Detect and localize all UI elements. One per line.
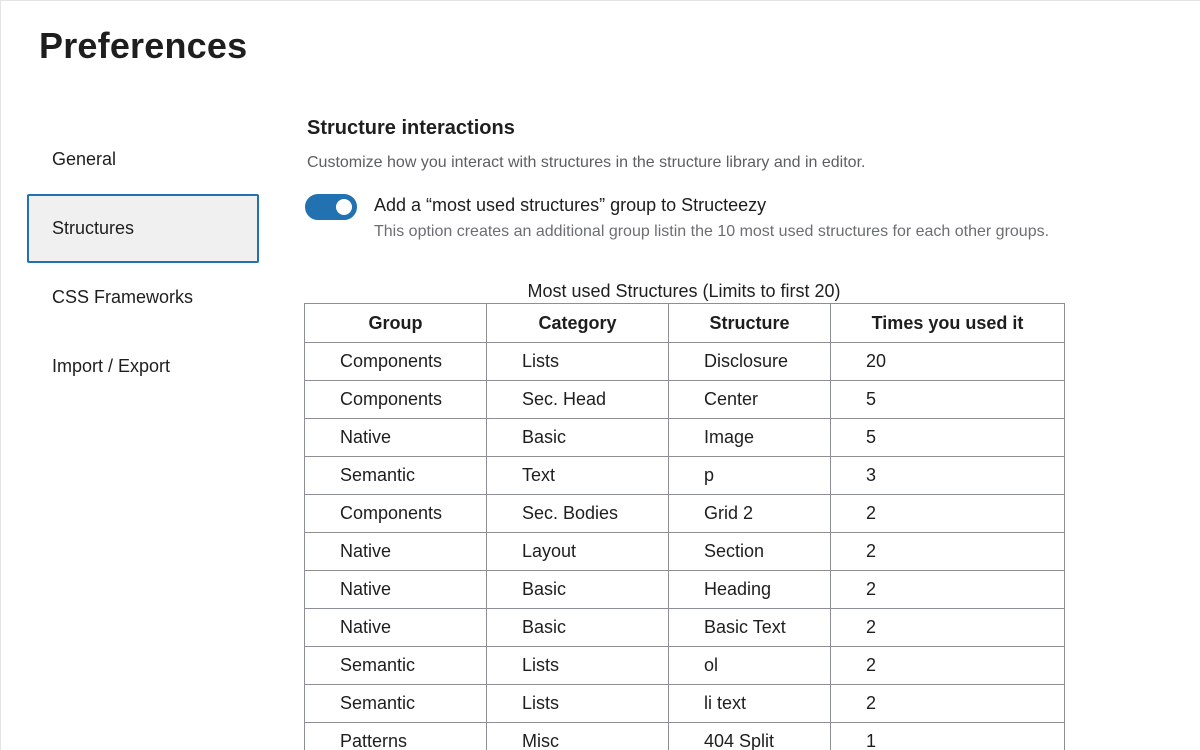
cell-structure: Section <box>669 533 831 571</box>
cell-category: Basic <box>487 571 669 609</box>
table-row <box>305 685 1065 723</box>
table-header-row <box>305 304 1065 343</box>
cell-times-used: 1 <box>831 723 1065 750</box>
cell-structure: ol <box>669 647 831 685</box>
cell-category: Layout <box>487 533 669 571</box>
cell-times-used: 2 <box>831 647 1065 685</box>
section-title: Structure interactions <box>307 117 515 139</box>
cell-times-used: 5 <box>831 381 1065 419</box>
cell-structure: p <box>669 457 831 495</box>
sidebar-item-label: Structures <box>52 218 135 238</box>
cell-times-used: 2 <box>831 533 1065 571</box>
cell-structure: 404 Split <box>669 723 831 750</box>
most-used-toggle[interactable] <box>305 194 357 220</box>
toggle-help-text: This option creates an additional group listin the 10 most used structures for each other groups. <box>374 223 1050 240</box>
sidebar-item-label: Import / Export <box>52 356 171 376</box>
cell-group: Native <box>305 571 487 609</box>
cell-category: Lists <box>487 343 669 381</box>
table-body <box>305 343 1065 750</box>
preferences-sidebar <box>27 125 259 401</box>
toggle-knob <box>336 199 352 215</box>
column-header-category: Category <box>487 304 669 343</box>
cell-times-used: 5 <box>831 419 1065 457</box>
preferences-panel <box>307 117 1177 750</box>
column-header-group: Group <box>305 304 487 343</box>
most-used-toggle-row <box>307 192 1177 250</box>
table-row <box>305 419 1065 457</box>
sidebar-item-structures[interactable] <box>27 194 259 263</box>
cell-category: Sec. Head <box>487 381 669 419</box>
cell-structure: Basic Text <box>669 609 831 647</box>
table-row <box>305 609 1065 647</box>
table-row <box>305 495 1065 533</box>
table-row <box>305 343 1065 381</box>
sidebar-item-general[interactable] <box>27 125 259 194</box>
cell-structure: Disclosure <box>669 343 831 381</box>
column-header-times-used: Times you used it <box>831 304 1065 343</box>
cell-structure: Heading <box>669 571 831 609</box>
cell-group: Native <box>305 533 487 571</box>
cell-category: Text <box>487 457 669 495</box>
cell-times-used: 2 <box>831 571 1065 609</box>
cell-group: Native <box>305 609 487 647</box>
cell-category: Lists <box>487 685 669 723</box>
cell-structure: Grid 2 <box>669 495 831 533</box>
table-row <box>305 381 1065 419</box>
sidebar-item-import-export[interactable] <box>27 332 259 401</box>
cell-structure: Center <box>669 381 831 419</box>
column-header-structure: Structure <box>669 304 831 343</box>
cell-category: Lists <box>487 647 669 685</box>
table-row <box>305 533 1065 571</box>
cell-category: Misc <box>487 723 669 750</box>
table-row <box>305 723 1065 750</box>
cell-group: Semantic <box>305 685 487 723</box>
cell-times-used: 2 <box>831 685 1065 723</box>
section-description: Customize how you interact with structures in the structure library and in editor. <box>307 154 866 171</box>
table-row <box>305 571 1065 609</box>
cell-times-used: 3 <box>831 457 1065 495</box>
cell-category: Basic <box>487 419 669 457</box>
most-used-structures-table <box>304 303 1065 750</box>
cell-group: Patterns <box>305 723 487 750</box>
cell-structure: li text <box>669 685 831 723</box>
most-used-table-container <box>304 279 1064 750</box>
sidebar-item-css-frameworks[interactable] <box>27 263 259 332</box>
cell-group: Components <box>305 343 487 381</box>
page-title: Preferences <box>39 25 248 66</box>
toggle-label[interactable]: Add a “most used structures” group to Structeezy <box>374 195 767 215</box>
table-caption: Most used Structures (Limits to first 20) <box>527 281 841 301</box>
cell-category: Sec. Bodies <box>487 495 669 533</box>
cell-structure: Image <box>669 419 831 457</box>
cell-group: Semantic <box>305 457 487 495</box>
cell-group: Components <box>305 495 487 533</box>
sidebar-item-label: CSS Frameworks <box>52 287 194 307</box>
cell-group: Components <box>305 381 487 419</box>
cell-times-used: 20 <box>831 343 1065 381</box>
cell-times-used: 2 <box>831 609 1065 647</box>
table-row <box>305 647 1065 685</box>
cell-category: Basic <box>487 609 669 647</box>
cell-group: Semantic <box>305 647 487 685</box>
sidebar-item-label: General <box>52 149 117 169</box>
table-row <box>305 457 1065 495</box>
cell-times-used: 2 <box>831 495 1065 533</box>
cell-group: Native <box>305 419 487 457</box>
